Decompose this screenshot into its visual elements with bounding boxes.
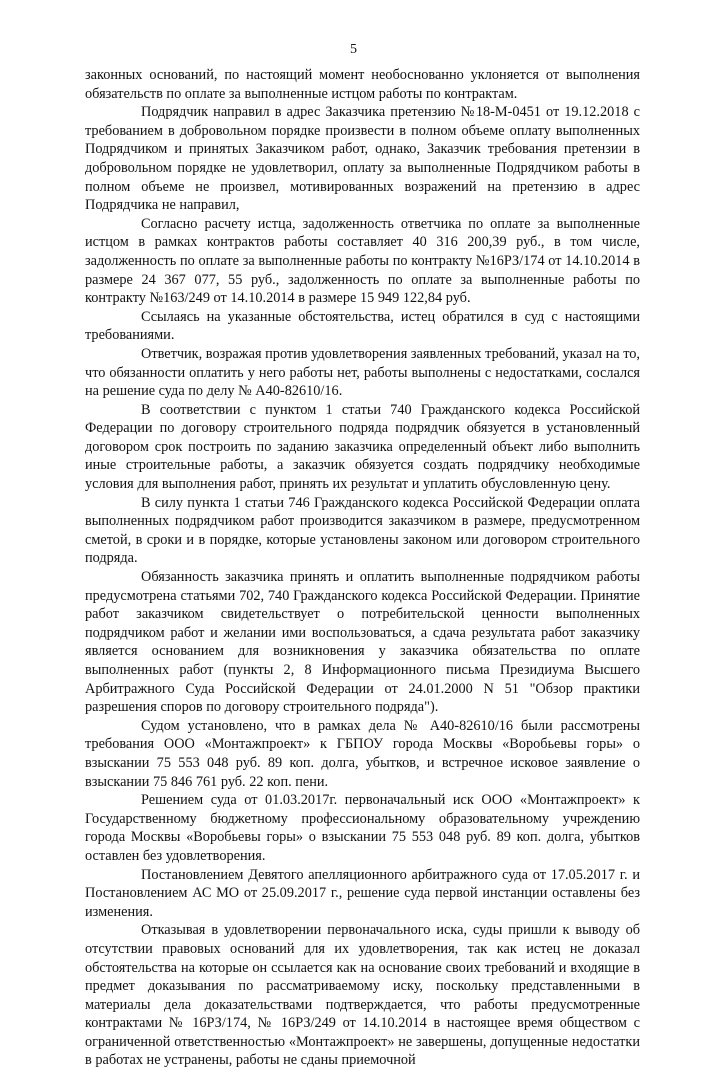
paragraph: Ответчик, возражая против удовлетворения заявленных требований, указал на то, что обязанности оплатить у него работы нет, работы выполнены с недостатками, сослался на решение суда по делу № А40-82610/16. xyxy=(85,345,640,400)
paragraph: В силу пункта 1 статьи 746 Гражданского кодекса Российской Федерации оплата выполненных подрядчиком работ производится заказчиком в размере, предусмотренном сметой, в сроки и в порядке, которые установлены законом или договором строительного подряда. xyxy=(85,494,640,567)
paragraph: Обязанность заказчика принять и оплатить выполненные подрядчиком работы предусмотрена статьями 702, 740 Гражданского кодекса Российской Федерации. Принятие работ заказчиком свидетельствует о потребительской ценности выполненных подрядчиком работ и желании ими воспользоваться, а сдача результата работ заказчику является основанием для возникновения у заказчика обязательства по оплате выполненных работ (пункты 2, 8 Информационного письма Президиума Высшего Арбитражного Суда Российской Федерации от 24.01.2000 N 51 "Обзор практики разрешения споров по договору строительного подряда"). xyxy=(85,569,640,716)
paragraph: законных оснований, по настоящий момент необоснованно уклоняется от выполнения обязательств по оплате за выполненные истцом работы по контрактам. xyxy=(85,67,640,102)
paragraph: Ссылаясь на указанные обстоятельства, истец обратился в суд с настоящими требованиями. xyxy=(85,308,640,344)
paragraph: Решением суда от 01.03.2017г. первоначальный иск ООО «Монтажпроект» к Государственному бюджетному профессиональному образовательному учреждению города Москвы «Воробьевы горы» о взыскании 75 553 048 руб. 89 коп. долга, убытков оставлен без удовлетворения. xyxy=(85,792,640,864)
paragraph: В соответствии с пунктом 1 статьи 740 Гражданского кодекса Российской Федерации по договору строительного подряда подрядчик обязуется в установленный договором срок построить по заданию заказчика определенный объект либо выполнить иные строительные работы, а заказчик обязуется создать подрядчику необходимые условия для выполнения работ, принять их результат и уплатить обусловленную цену. xyxy=(85,401,640,493)
paragraph: Отказывая в удовлетворении первоначального иска, суды пришли к выводу об отсутствии правовых оснований для их удовлетворения, так как истец не доказал обстоятельства на которые он ссылается как на основание своих требований и входящие в предмет доказывания по рассматриваемому иску, поскольку представленными в материалы дела доказательствами подтверждается, что работы предусмотренные контрактами № 16РЗ/174, № 16РЗ/249 от 14.10.2014 в настоящее время обществом с ограниченной ответственностью «Монтажпроект» не завершены, допущенные недостатки в работах не устранены, работы не сданы приемочной xyxy=(85,922,640,1069)
page-number: 5 xyxy=(350,42,357,57)
paragraph: Постановлением Девятого апелляционного арбитражного суда от 17.05.2017 г. и Постановлением АС МО от 25.09.2017 г., решение суда первой инстанции оставлены без изменения. xyxy=(85,866,640,920)
paragraph: Подрядчик направил в адрес Заказчика претензию №18-М-0451 от 19.12.2018 с требованием в добровольном порядке произвести в полном объеме оплату выполненных Подрядчиком и принятых Заказчиком работ, однако, Заказчик требования претензии в добровольном порядке не удовлетворил, оплату за выполненные Подрядчиком работы в полном объеме не произвел, мотивированных возражений на претензию в адрес Подрядчика не направил, xyxy=(85,104,640,214)
document-body xyxy=(85,66,640,1070)
paragraph: Согласно расчету истца, задолженность ответчика по оплате за выполненные истцом в рамках контрактов работы составляет 40 316 200,39 руб., в том числе, задолженность по оплате за выполненные работы по контракту №16РЗ/174 от 14.10.2014 в размере 24 367 077, 55 руб., задолженность по оплате за выполненные работы по контракту №163/249 от 14.10.2014 в размере 15 949 122,84 руб. xyxy=(85,215,640,307)
paragraph: Судом установлено, что в рамках дела № А40-82610/16 были рассмотрены требования ООО «Монтажпроект» к ГБПОУ города Москвы «Воробьевы горы» о взыскании 75 553 048 руб. 89 коп. долга, убытков, и встречное исковое заявление о взыскании 75 846 761 руб. 22 коп. пени. xyxy=(85,717,640,790)
